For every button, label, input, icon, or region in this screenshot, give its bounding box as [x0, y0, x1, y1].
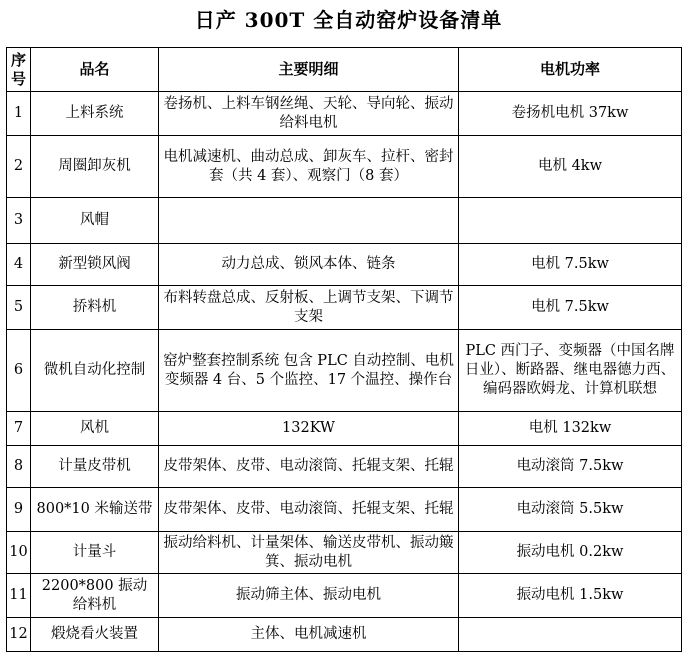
cell-detail: 主体、电机减速机: [159, 618, 459, 652]
table-row: [7, 330, 682, 412]
table-row: [7, 488, 682, 532]
cell-power: 电动滚筒 7.5kw: [459, 446, 682, 488]
cell-name: 风机: [31, 412, 159, 446]
cell-name: 煅烧看火装置: [31, 618, 159, 652]
cell-name: 计量斗: [31, 532, 159, 574]
cell-power: 电机 7.5kw: [459, 244, 682, 286]
cell-no: 4: [7, 244, 31, 286]
cell-power: 卷扬机电机 37kw: [459, 92, 682, 136]
cell-power: 电机 132kw: [459, 412, 682, 446]
cell-no: 12: [7, 618, 31, 652]
cell-no: 9: [7, 488, 31, 532]
table-row: [7, 574, 682, 618]
cell-no: 7: [7, 412, 31, 446]
table-row: [7, 412, 682, 446]
cell-detail: 皮带架体、皮带、电动滚筒、托辊支架、托辊: [159, 488, 459, 532]
cell-power: 电机 7.5kw: [459, 286, 682, 330]
cell-power: 电动滚筒 5.5kw: [459, 488, 682, 532]
cell-detail: 卷扬机、上料车钢丝绳、天轮、导向轮、振动给料电机: [159, 92, 459, 136]
table-row: [7, 136, 682, 198]
table-row: [7, 532, 682, 574]
cell-no: 6: [7, 330, 31, 412]
table-row: [7, 286, 682, 330]
page-title: 日产 300T 全自动窑炉设备清单: [194, 8, 503, 32]
table-row: [7, 446, 682, 488]
cell-power: 振动电机 1.5kw: [459, 574, 682, 618]
table-row: [7, 244, 682, 286]
table-header-row: [7, 48, 682, 92]
cell-detail: 132KW: [159, 412, 459, 446]
cell-power: 振动电机 0.2kw: [459, 532, 682, 574]
cell-detail: 动力总成、锁风本体、链条: [159, 244, 459, 286]
cell-no: 11: [7, 574, 31, 618]
cell-detail: 皮带架体、皮带、电动滚筒、托辊支架、托辊: [159, 446, 459, 488]
cell-name: 微机自动化控制: [31, 330, 159, 412]
cell-detail: 布料转盘总成、反射板、上调节支架、下调节支架: [159, 286, 459, 330]
equipment-table: [6, 47, 682, 652]
cell-detail: [159, 198, 459, 244]
header-name: 品名: [31, 48, 159, 92]
cell-no: 1: [7, 92, 31, 136]
table-row: [7, 92, 682, 136]
header-power: 电机功率: [459, 48, 682, 92]
cell-name: 800*10 米输送带: [31, 488, 159, 532]
table-row: [7, 198, 682, 244]
cell-no: 8: [7, 446, 31, 488]
cell-name: 挢料机: [31, 286, 159, 330]
cell-power: [459, 618, 682, 652]
cell-no: 3: [7, 198, 31, 244]
cell-power: PLC 西门子、变频器（中国名牌日业）、断路器、继电器德力西、编码器欧姆龙、计算机联想: [459, 330, 682, 412]
header-detail: 主要明细: [159, 48, 459, 92]
cell-name: 上料系统: [31, 92, 159, 136]
cell-name: 计量皮带机: [31, 446, 159, 488]
cell-detail: 电机减速机、曲动总成、卸灰车、拉杆、密封套（共 4 套）、观察门（8 套）: [159, 136, 459, 198]
header-no: 序号: [7, 48, 31, 92]
cell-power: 电机 4kw: [459, 136, 682, 198]
cell-power: [459, 198, 682, 244]
table-row: [7, 618, 682, 652]
cell-name: 新型锁风阀: [31, 244, 159, 286]
cell-no: 10: [7, 532, 31, 574]
cell-detail: 振动给料机、计量架体、输送皮带机、振动簸箕、振动电机: [159, 532, 459, 574]
cell-detail: 振动筛主体、振动电机: [159, 574, 459, 618]
cell-name: 2200*800 振动给料机: [31, 574, 159, 618]
cell-name: 风帽: [31, 198, 159, 244]
cell-name: 周圈卸灰机: [31, 136, 159, 198]
cell-no: 5: [7, 286, 31, 330]
cell-no: 2: [7, 136, 31, 198]
cell-detail: 窑炉整套控制系统 包含 PLC 自动控制、电机变频器 4 台、5 个监控、17 个温控、操作台: [159, 330, 459, 412]
